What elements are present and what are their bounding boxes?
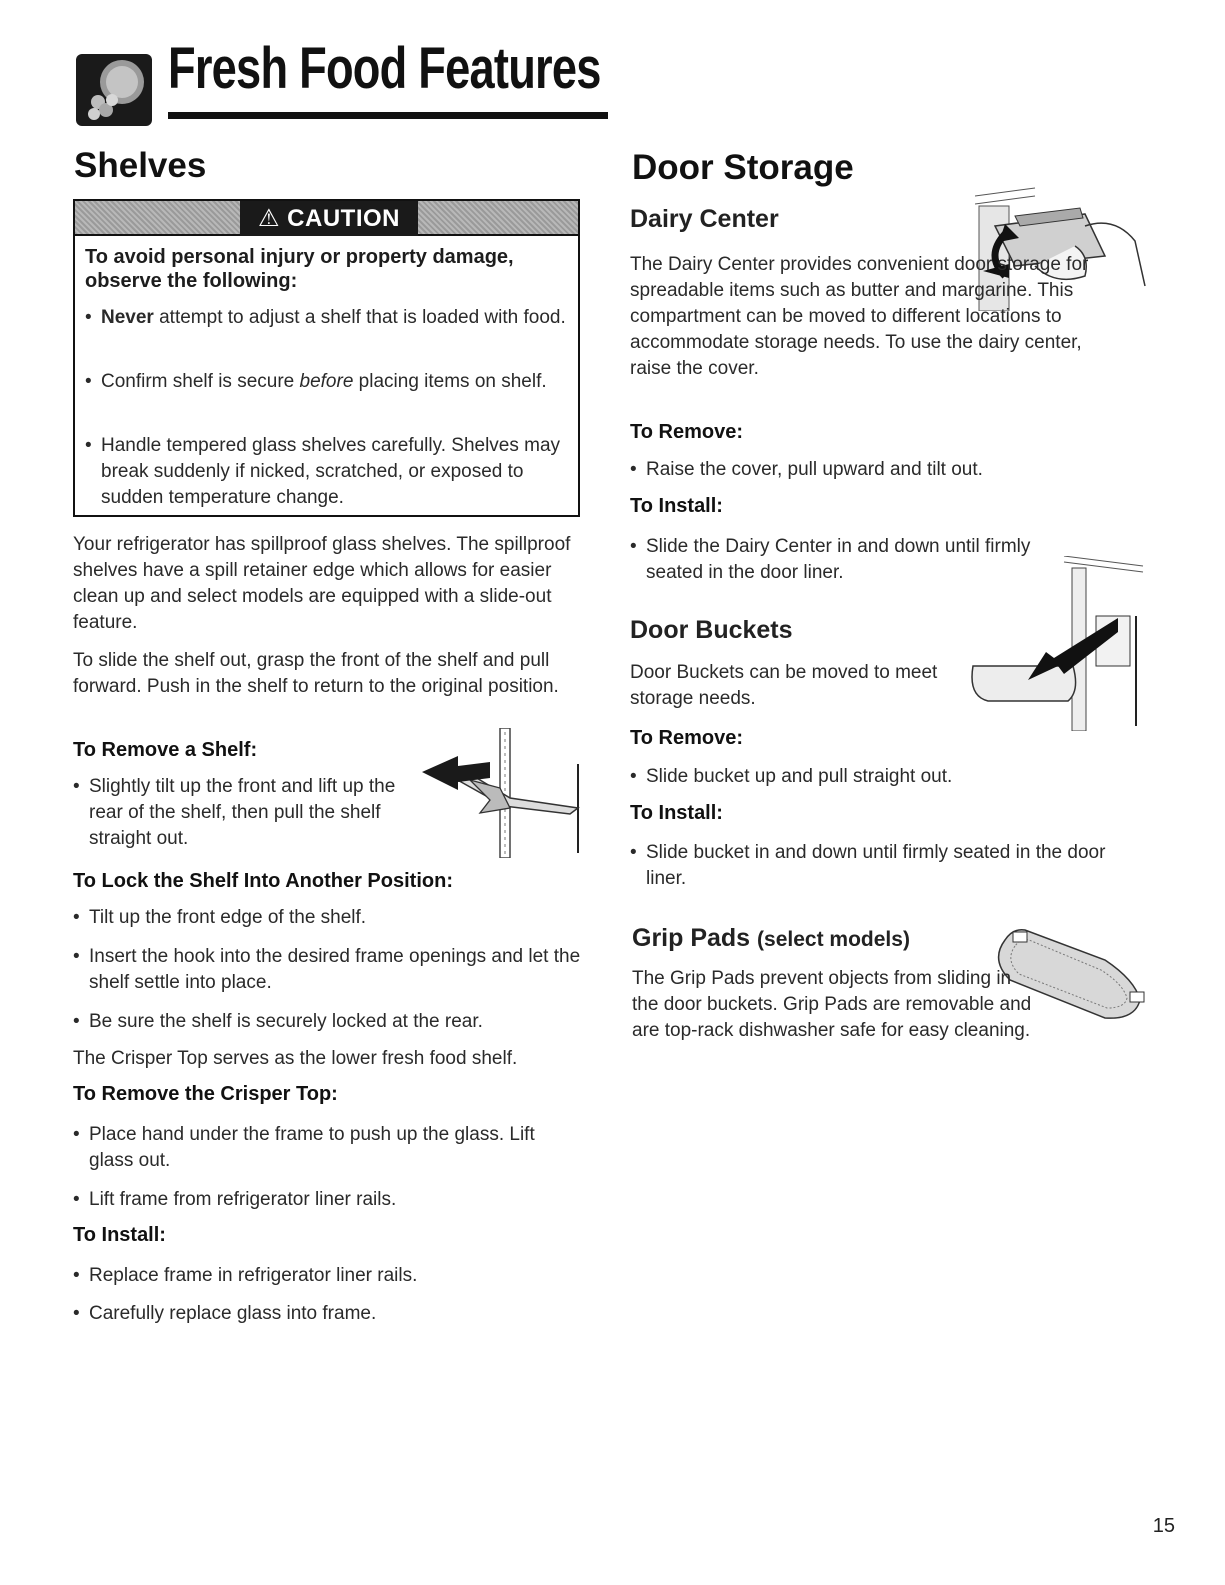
caution-bar: [75, 201, 578, 236]
shelves-slide-paragraph: To slide the shelf out, grasp the front of the shelf and pull forward. Push in the shelf to return to the original position.: [73, 650, 559, 697]
door-storage-heading: Door Storage: [632, 148, 854, 187]
shelves-heading: Shelves: [74, 146, 207, 185]
list-item: • Slightly tilt up the front and lift up the rear of the shelf, then pull the shelf straight out.: [73, 776, 396, 849]
dairy-center-heading: Dairy Center: [630, 205, 779, 233]
crisper-paragraph: The Crisper Top serves as the lower fresh food shelf.: [73, 1048, 518, 1069]
door-buckets-heading: Door Buckets: [630, 616, 793, 644]
remove-crisper-heading: To Remove the Crisper Top:: [73, 1083, 338, 1105]
title-underline: [168, 112, 608, 119]
page-title: Fresh Food Features: [168, 36, 601, 101]
list-item: • Carefully replace glass into frame.: [73, 1303, 377, 1324]
dairy-install-heading: To Install:: [630, 495, 723, 517]
caution-intro: To avoid personal injury or property damage, observe the following:: [85, 246, 514, 292]
list-item: • Replace frame in refrigerator liner rails.: [73, 1265, 418, 1286]
install-heading: To Install:: [73, 1224, 166, 1246]
dairy-remove-heading: To Remove:: [630, 421, 743, 443]
list-item: • Insert the hook into the desired frame openings and let the shelf settle into place.: [73, 946, 581, 993]
list-item: • Raise the cover, pull upward and tilt out.: [630, 459, 983, 480]
list-item: • Be sure the shelf is securely locked at the rear.: [73, 1011, 483, 1032]
shelf-removal-illustration: [420, 728, 585, 858]
bucket-install-heading: To Install:: [630, 802, 723, 824]
caution-label: ⚠ CAUTION: [257, 205, 400, 232]
bucket-remove-heading: To Remove:: [630, 727, 743, 749]
caution-item: • Confirm shelf is secure before placing items on shelf.: [85, 371, 547, 392]
caution-item: • Never attempt to adjust a shelf that is loaded with food.: [85, 307, 566, 328]
dairy-center-paragraph: The Dairy Center provides convenient door storage for spreadable items such as butter and margarine. This compartment can be moved to different locations to accommodate storage needs. To use the dairy center, raise the cover.: [630, 254, 1089, 379]
page-number: 15: [1152, 1515, 1175, 1537]
list-item: • Slide bucket in and down until firmly seated in the door liner.: [630, 842, 1106, 889]
grip-pads-heading: Grip Pads (select models): [632, 924, 910, 952]
grip-pads-paragraph: The Grip Pads prevent objects from sliding in the door buckets. Grip Pads are removable and are top-rack dishwasher safe for easy cleaning.: [632, 968, 1032, 1041]
list-item: • Slide bucket up and pull straight out.: [630, 766, 953, 787]
shelves-intro-paragraph: Your refrigerator has spillproof glass shelves. The spillproof shelves have a spill retainer edge which allows for easier clean up and select models are equipped with a slide-out feature.: [73, 534, 571, 633]
list-item: • Slide the Dairy Center in and down until firmly seated in the door liner.: [630, 536, 1031, 583]
door-buckets-paragraph: Door Buckets can be moved to meet storage needs.: [630, 662, 938, 709]
caution-item: • Handle tempered glass shelves carefully. Shelves may break suddenly if nicked, scratched, or exposed to sudden temperature change.: [85, 435, 561, 508]
list-item: • Tilt up the front edge of the shelf.: [73, 907, 367, 928]
fresh-food-icon: [76, 48, 152, 130]
caution-box: [73, 199, 580, 517]
list-item: • Place hand under the frame to push up the glass. Lift glass out.: [73, 1124, 535, 1171]
lock-shelf-heading: To Lock the Shelf Into Another Position:: [73, 870, 453, 892]
list-item: • Lift frame from refrigerator liner rails.: [73, 1189, 397, 1210]
door-bucket-illustration: [968, 556, 1148, 731]
remove-shelf-heading: To Remove a Shelf:: [73, 739, 258, 761]
